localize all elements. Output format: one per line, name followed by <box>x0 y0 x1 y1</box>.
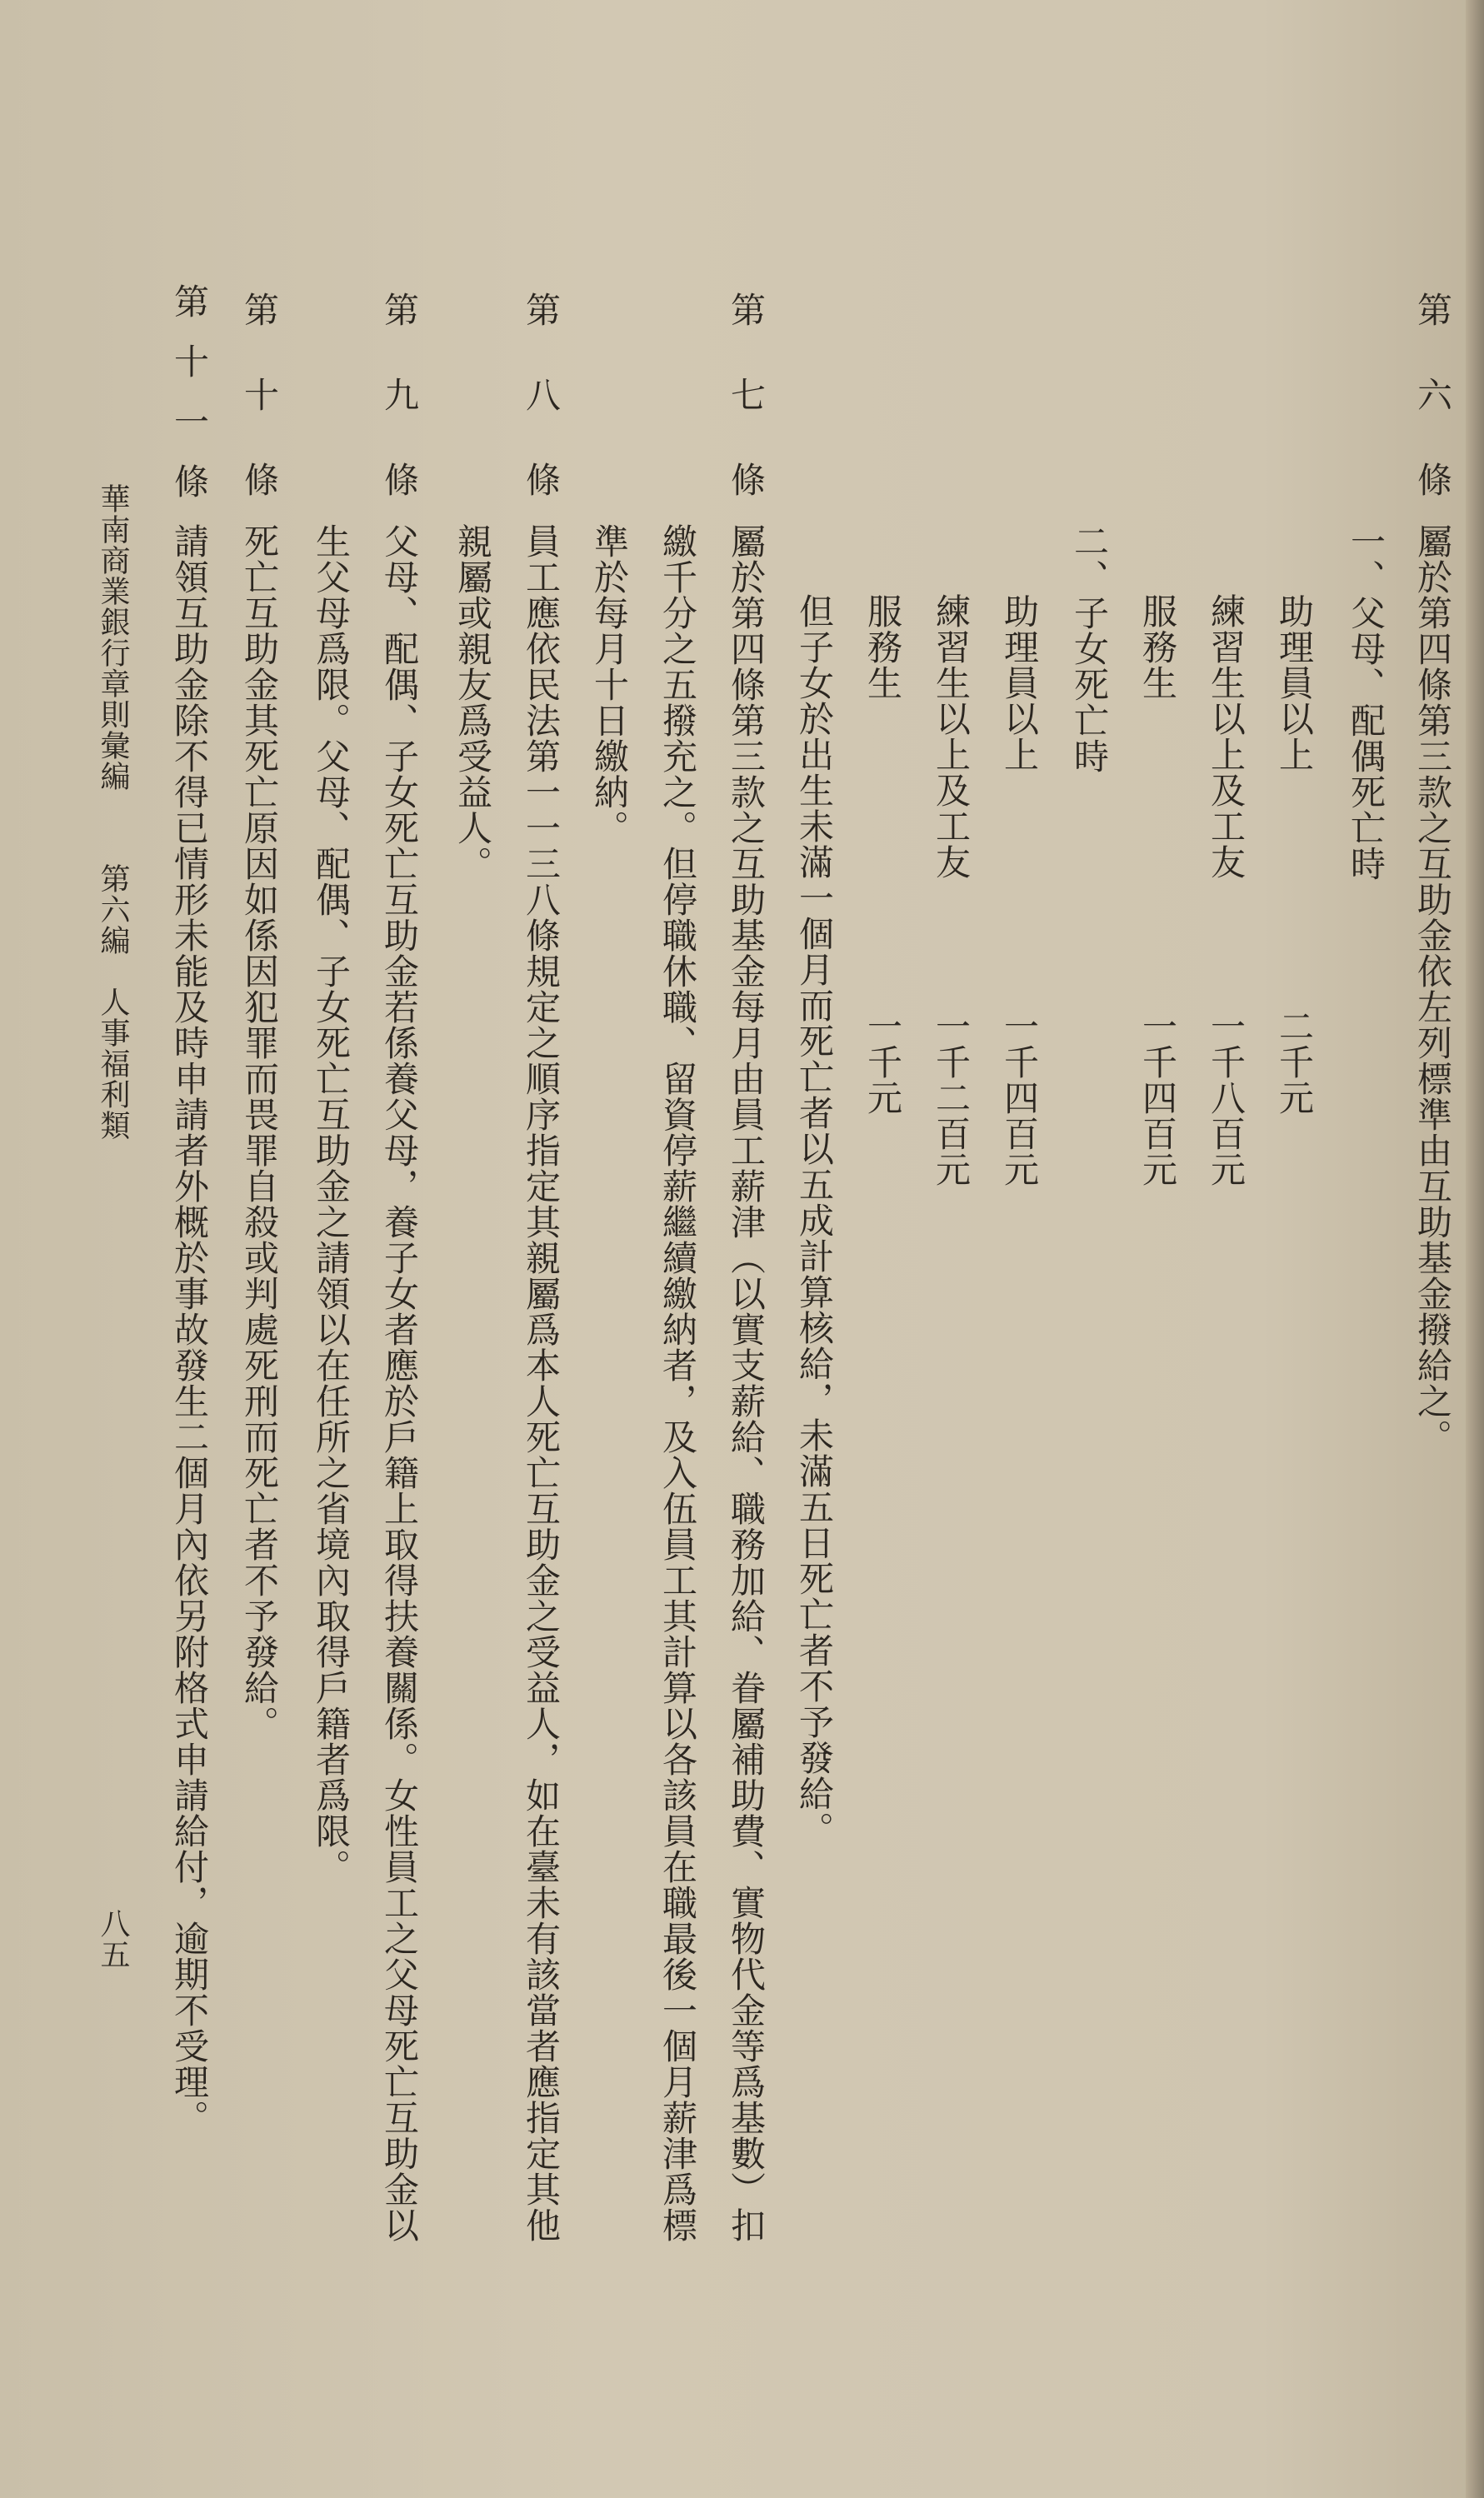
article-6-item2-amount-1: 一千四百元 <box>999 1008 1040 1187</box>
article-8-body-line1: 員工應依民法第一一三八條規定之順序指定其親屬爲本人死亡互助金之受益人，如在臺未有該當者應指定其他 <box>521 523 562 2243</box>
article-8-body-line2: 親屬或親友爲受益人。 <box>452 523 493 882</box>
article-6-item1-title: 一、父母、配偶死亡時 <box>1346 523 1387 882</box>
article-6-item1-rank-1: 助理員以上 <box>1274 593 1315 772</box>
article-10-body: 死亡互助金其死亡原因如係因犯罪而畏罪自殺或判處死刑而死亡者不予發給。 <box>239 523 280 1741</box>
article-6-proviso: 但子女於出生未滿一個月而死亡者以五成計算核給，未滿五日死亡者不予發給。 <box>794 593 835 1847</box>
article-7-label: 第七條 <box>726 292 767 547</box>
article-6-item2-title: 二、子女死亡時 <box>1069 523 1110 774</box>
article-10-label: 第十條 <box>239 292 280 547</box>
article-7-body-line2: 繳千分之五撥充之。但停職休職、留資停薪繼續繳納者，及入伍員工其計算以各該員在職最後一個月薪津爲標 <box>657 523 698 2243</box>
article-9-body-line2: 生父母爲限。父母、配偶、子女死亡互助金之請領以在任所之省境內取得戶籍者爲限。 <box>311 523 352 1885</box>
article-6-item1-amount-1: 二千元 <box>1274 1008 1315 1116</box>
article-6-item1-rank-3: 服務生 <box>1137 593 1178 701</box>
article-11-label: 第十一條 <box>169 283 210 523</box>
article-6-item1-amount-2: 一千八百元 <box>1206 1008 1247 1187</box>
book-title: 華南商業銀行章則彙編 <box>96 483 130 792</box>
article-6-item1-rank-2: 練習生以上及工友 <box>1206 593 1247 880</box>
article-8-label: 第八條 <box>521 292 562 547</box>
section-title: 第六編 人事福利類 <box>96 863 130 1141</box>
page-number: 八五 <box>96 1908 130 1970</box>
article-6-item2-rank-3: 服務生 <box>862 593 903 701</box>
article-6-item2-rank-2: 練習生以上及工友 <box>931 593 972 880</box>
article-6-item2-amount-3: 一千元 <box>862 1008 903 1116</box>
article-6-item2-rank-1: 助理員以上 <box>999 593 1040 772</box>
article-9-body-line1: 父母、配偶、子女死亡互助金若係養父母，養子女者應於戶籍上取得扶養關係。女性員工之父母死亡互助金以 <box>379 523 420 2243</box>
article-7-body-line1: 屬於第四條第三款之互助基金每月由員工薪津（以實支薪給、職務加給、眷屬補助費、實物代金等爲基數）扣 <box>726 523 767 2243</box>
article-7-body-line3: 準於每月十日繳納。 <box>589 523 630 846</box>
article-6-item2-amount-2: 一千二百元 <box>931 1008 972 1187</box>
article-6-label: 第六條 <box>1412 292 1453 547</box>
article-6-body: 屬於第四條第三款之互助金依左列標準由互助基金撥給之。 <box>1412 523 1453 1455</box>
article-9-label: 第九條 <box>379 292 420 547</box>
page-edge <box>1466 0 1484 2498</box>
article-6-item1-amount-3: 一千四百元 <box>1137 1008 1178 1187</box>
article-11-body: 請領互助金除不得已情形未能及時申請者外概於事故發生二個月內依另附格式申請給付，逾期不受理。 <box>169 523 210 2136</box>
